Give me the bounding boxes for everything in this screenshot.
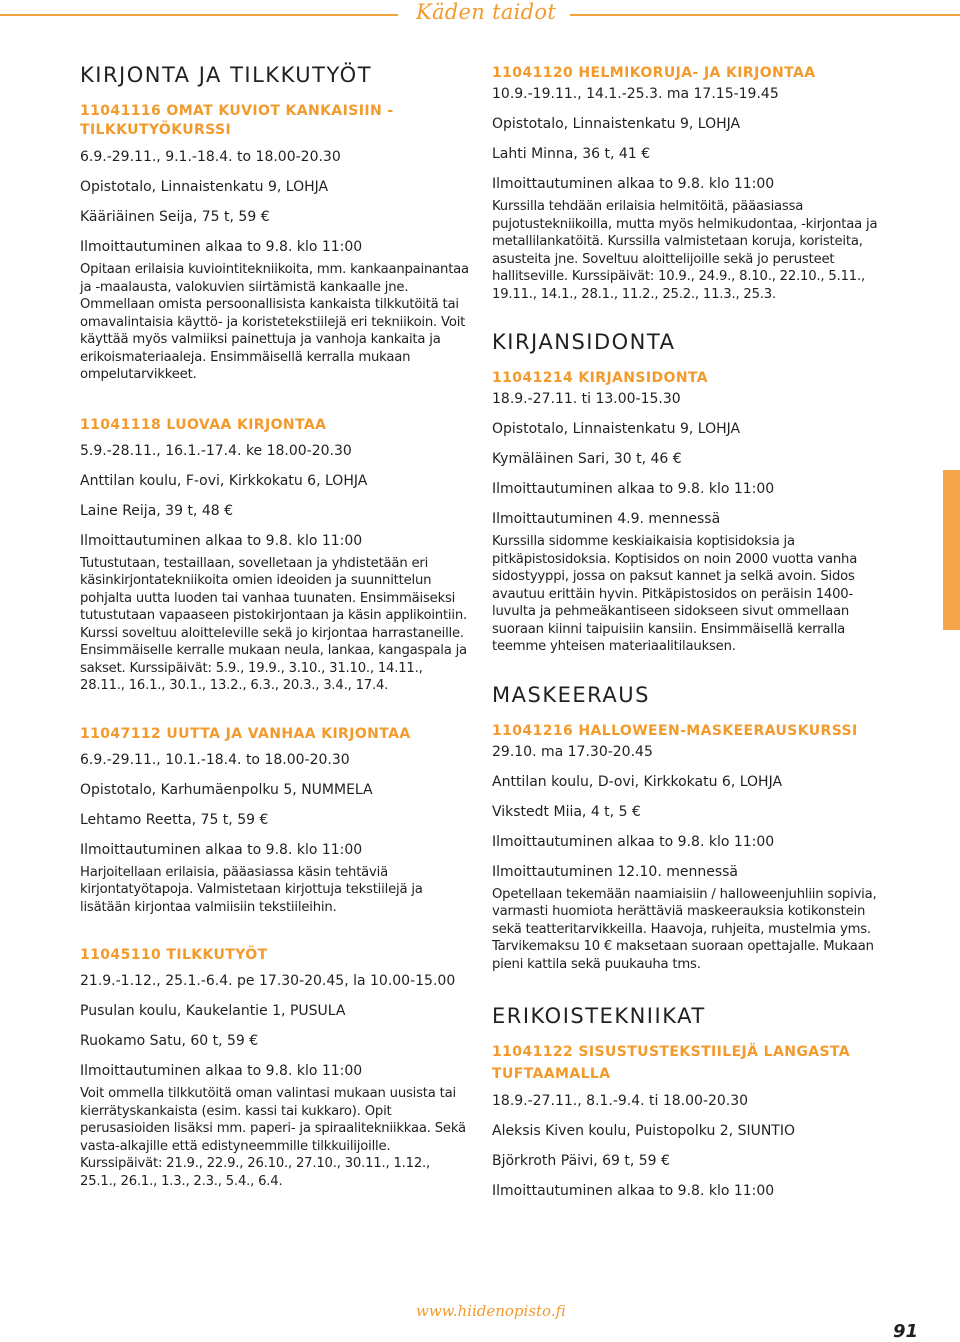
course-title: 11041120 HELMIKORUJA- JA KIRJONTAA xyxy=(492,65,816,81)
course-teacher: Lahti Minna, 36 t, 41 € xyxy=(492,146,651,162)
course-dates: 5.9.-28.11., 16.1.-17.4. ke 18.00-20.30 xyxy=(80,442,352,459)
course-description: Kurssilla tehdään erilaisia helmitöitä, pääasiassa pujotustekniikoilla, mutta myös helmikudontaa, -kirjontaa ja metallilankatöitä. Kurssilla valmistetaan koruja, koristeita, asusteita jne. Soveltuu aloittelijoille sekä jo perusteet hallitseville. Kurssipäivät: 10.9., 24.9., 8.10., 22.10., 5.11., 19.11., 14.1., 28.1., 11.2., 25.2., 11.3., 25.3. xyxy=(492,199,878,302)
section-title-kirjansidonta: KIRJANSIDONTA xyxy=(492,330,676,354)
page-header-title: Käden taidot xyxy=(416,0,557,24)
course-dates: 18.9.-27.11., 8.1.-9.4. ti 18.00-20.30 xyxy=(492,1093,749,1109)
section-title-maskeeraus: MASKEERAUS xyxy=(492,682,650,707)
course-dates: 29.10. ma 17.30-20.45 xyxy=(492,743,653,760)
course-title: 11045110 TILKKUTYÖT xyxy=(80,947,268,963)
course-11041122 xyxy=(492,1043,884,1200)
course-registration: Ilmoittautuminen alkaa to 9.8. klo 11:00 xyxy=(492,176,775,192)
course-title: 11041118 LUOVAA KIRJONTAA xyxy=(80,416,327,433)
course-place: Opistotalo, Linnaistenkatu 9, LOHJA xyxy=(80,179,329,195)
course-place: Pusulan koulu, Kaukelantie 1, PUSULA xyxy=(80,1003,346,1019)
course-teacher: Kääriäinen Seija, 75 t, 59 € xyxy=(80,209,270,225)
course-title-line2: TUFTAAMALLA xyxy=(492,1066,611,1082)
course-title: 11041214 KIRJANSIDONTA xyxy=(492,370,709,386)
course-dates: 10.9.-19.11., 14.1.-25.3. ma 17.15-19.45 xyxy=(492,86,779,102)
footer-website-link[interactable]: www.hiidenopisto.fi xyxy=(416,1302,566,1320)
course-teacher: Lehtamo Reetta, 75 t, 59 € xyxy=(80,811,269,828)
course-registration: Ilmoittautuminen alkaa to 9.8. klo 11:00 xyxy=(80,239,363,255)
course-teacher: Ruokamo Satu, 60 t, 59 € xyxy=(80,1033,259,1049)
course-registration: Ilmoittautuminen alkaa to 9.8. klo 11:00 xyxy=(80,1063,363,1079)
course-dates: 21.9.-1.12., 25.1.-6.4. pe 17.30-20.45, la 10.00-15.00 xyxy=(80,973,456,989)
header-rule-right xyxy=(570,14,960,16)
course-description: Opetellaan tekemään naamiaisiin / halloweenjuhliin sopivia, varmasti huomiota herättäviä maskeerauksia kotikonstein sekä teatteritarvikkeilla. Haavoja, ruhjeita, mustelmia yms. Tarvikemaksu 10 € maksetaan suoraan opettajalle. Mukaan pieni kattila sekä puukauha tms. xyxy=(492,886,877,972)
course-title: 11041122 SISUSTUSTEKSTIILEJÄ LANGASTA xyxy=(492,1044,851,1060)
course-teacher: Björkroth Päivi, 69 t, 59 € xyxy=(492,1153,670,1169)
course-title: 11047112 UUTTA JA VANHAA KIRJONTAA xyxy=(80,725,411,742)
header-rule-left xyxy=(0,14,398,16)
course-description: Kurssilla sidomme keskiaikaisia koptisidoksia ja pitkäpistosidoksia. Koptisidos on noin 2000 vuotta vanha sidostyyppi, jossa on paksut kannet ja selkä avoin. Sidos avautuu erittäin hyvin. Pitkäpistosidos on peräisin 1400-luvulta ja pehmeäkantiseen sidokseen sivut ommellaan suoraan kiinni taipuisiin kansiin. Ensimmäisellä kerralla teemme yhteisen materiaalitilauksen. xyxy=(492,534,858,654)
course-dates: 6.9.-29.11., 10.1.-18.4. to 18.00-20.30 xyxy=(80,751,350,768)
course-registration: Ilmoittautuminen alkaa to 9.8. klo 11:00 xyxy=(492,1183,775,1199)
course-description: Voit ommella tilkkutöitä oman valintasi mukaan uusista tai kierrätyskankaista (esim. kassi tai kukkaro). Opit perusasioiden lisäksi mm. paperi- ja spiraalitekniikkaa. Sekä vasta-alkajille että edistyneemmille tilkkuilijoille. Kurssipäivät: 21.9., 22.9., 26.10., 27.10., 30.11., 1.12., 25.1., 26.1., 1.3., 2.3., 5.4., 6.4. xyxy=(80,1086,466,1189)
course-11047112 xyxy=(80,725,470,917)
course-place: Anttilan koulu, D-ovi, Kirkkokatu 6, LOHJA xyxy=(492,773,783,790)
section-title-kirjonta: KIRJONTA JA TILKKUTYÖT xyxy=(80,63,373,87)
page-edge-tab xyxy=(943,470,960,630)
course-teacher: Kymäläinen Sari, 30 t, 46 € xyxy=(492,451,682,467)
course-title-line2: TILKKUTYÖKURSSI xyxy=(80,122,232,138)
left-column xyxy=(80,56,470,1190)
course-11041118 xyxy=(80,416,470,695)
course-registration-deadline: Ilmoittautuminen 12.10. mennessä xyxy=(492,863,738,880)
course-place: Opistotalo, Linnaistenkatu 9, LOHJA xyxy=(492,116,741,132)
course-registration: Ilmoittautuminen alkaa to 9.8. klo 11:00 xyxy=(492,833,775,850)
course-registration: Ilmoittautuminen alkaa to 9.8. klo 11:00 xyxy=(80,532,363,549)
course-title: 11041116 OMAT KUVIOT KANKAISIIN - xyxy=(80,103,394,119)
course-11041214 xyxy=(492,369,884,656)
right-column xyxy=(492,56,884,1200)
course-registration: Ilmoittautuminen alkaa to 9.8. klo 11:00 xyxy=(492,481,775,497)
course-place: Opistotalo, Karhumäenpolku 5, NUMMELA xyxy=(80,781,373,798)
course-title: 11041216 HALLOWEEN-MASKEERAUSKURSSI xyxy=(492,722,858,739)
course-11041116 xyxy=(80,102,470,384)
course-teacher: Vikstedt Miia, 4 t, 5 € xyxy=(492,803,641,820)
course-registration: Ilmoittautuminen alkaa to 9.8. klo 11:00 xyxy=(80,841,363,858)
course-description: Harjoitellaan erilaisia, pääasiassa käsin tehtäviä kirjontatyötapoja. Valmistetaan kirjottuja tekstiilejä ja lisätään kirjontaa valmiisiin tekstiileihin. xyxy=(80,864,423,915)
section-title-erikoistekniikat: ERIKOISTEKNIIKAT xyxy=(492,1004,706,1028)
course-11041216 xyxy=(492,722,884,974)
course-teacher: Laine Reija, 39 t, 48 € xyxy=(80,502,234,519)
course-11041120 xyxy=(492,64,884,303)
course-description: Opitaan erilaisia kuviointitekniikoita, mm. kankaanpainantaa ja -maalausta, valokuvien siirtämistä kankaalle jne. Ommellaan omista persoonallisista kankaista tilkkutöitä tai omavalintaisia käyttö- ja koristetekstiilejä eri tekniikoin. Voit käyttää myös valmiiksi painettuja ja vanhoja kankaita ja erikoismateriaaleja. Ensimmäisellä kerralla mukaan ompelutarvikkeet. xyxy=(80,262,469,382)
course-dates: 6.9.-29.11., 9.1.-18.4. to 18.00-20.30 xyxy=(80,149,341,165)
course-registration-deadline: Ilmoittautuminen 4.9. mennessä xyxy=(492,511,721,527)
course-place: Anttilan koulu, F-ovi, Kirkkokatu 6, LOHJA xyxy=(80,472,368,489)
course-place: Aleksis Kiven koulu, Puistopolku 2, SIUNTIO xyxy=(492,1123,796,1139)
course-dates: 18.9.-27.11. ti 13.00-15.30 xyxy=(492,391,681,407)
page-number: 91 xyxy=(893,1321,919,1342)
course-11045110 xyxy=(80,946,470,1190)
course-place: Opistotalo, Linnaistenkatu 9, LOHJA xyxy=(492,421,741,437)
course-description: Tutustutaan, testaillaan, sovelletaan ja yhdistetään eri käsinkirjontatekniikoita omien ideoiden ja suunnittelun pohjalta uutta luoden tai vanhaa tuunaten. Ensimmäiseksi tutustutaan vapaaseen pistokirjontaan ja käsin applikointiin. Kurssi soveltuu aloitteleville sekä jo kirjontaa harrastaneille. Ensimmäiselle kerralle mukaan neula, lankaa, kangaspala ja sakset. Kurssipäivät: 5.9., 19.9., 3.10., 31.10., 14.11., 28.11., 16.1., 30.1., 13.2., 6.3., 20.3., 3.4., 17.4. xyxy=(80,555,468,693)
